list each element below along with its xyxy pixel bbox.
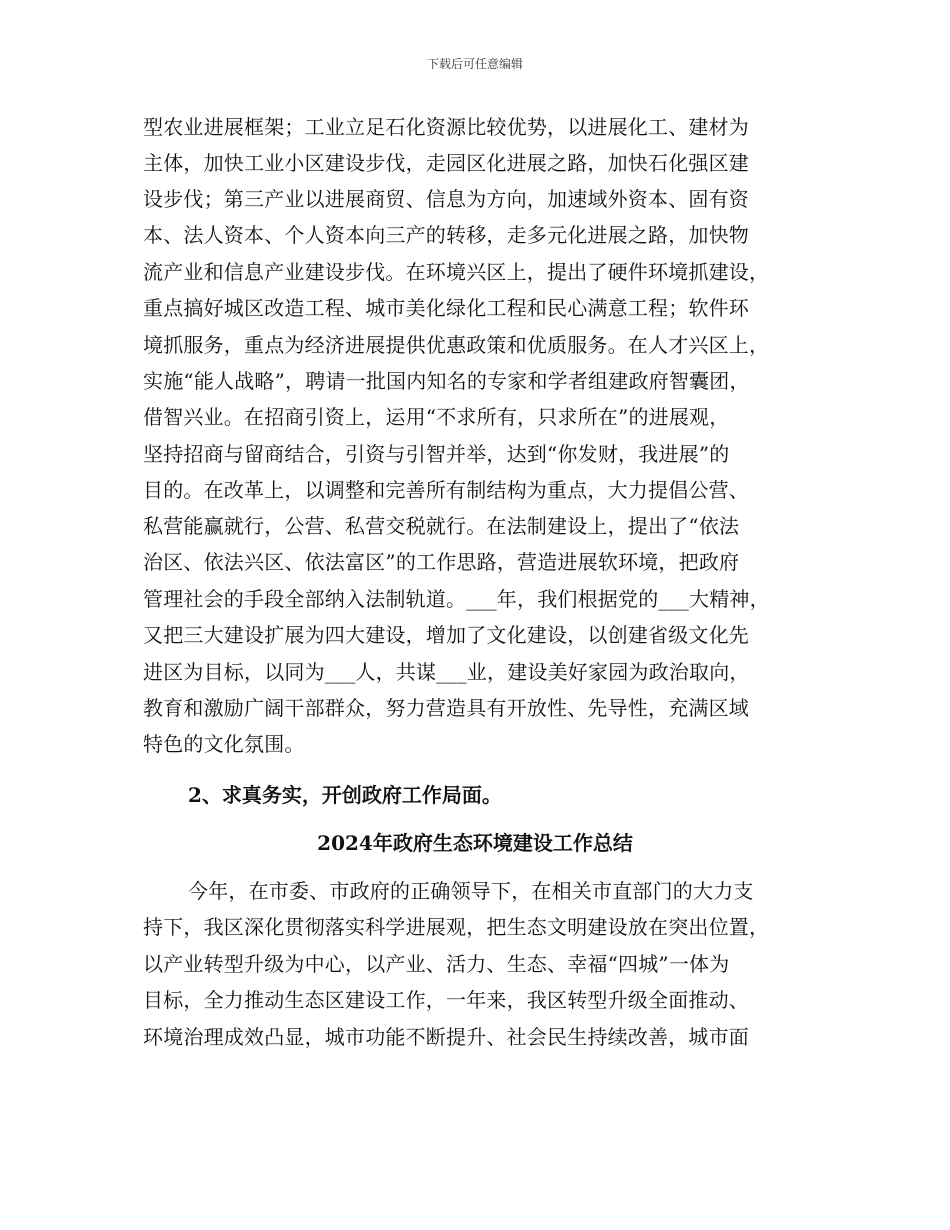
body-line: 重点搞好城区改造工程、城市美化绿化工程和民心满意工程；软件环 <box>143 296 749 320</box>
body-line: 持下，我区深化贯彻落实科学进展观，把生态文明建设放在突出位置， <box>143 915 770 939</box>
body-line: 教育和激励广阔干部群众，努力营造具有开放性、先导性，充满区域 <box>143 696 749 720</box>
body-line: 私营能赢就行，公营、私营交税就行。在法制建设上，提出了“依法 <box>143 514 740 538</box>
body-line: 又把三大建设扩展为四大建设，增加了文化建设，以创建省级文化先 <box>143 623 749 647</box>
body-line: 进区为目标，以同为___人，共谋___业，建设美好家园为政治取向， <box>143 660 750 684</box>
body-line: 以产业转型升级为中心，以产业、活力、生态、幸福“四城”一体为 <box>143 952 730 976</box>
body-line: 目标，全力推动生态区建设工作，一年来，我区转型升级全面推动、 <box>143 988 749 1012</box>
body-line: 目的。在改革上，以调整和完善所有制结构为重点，大力提倡公营、 <box>143 478 749 502</box>
body-line: 主体，加快工业小区建设步伐，走园区化进展之路，加快石化强区建 <box>143 151 749 175</box>
body-line: 借智兴业。在招商引资上，运用“不求所有，只求所在”的进展观， <box>143 405 730 429</box>
body-line: 境抓服务，重点为经济进展提供优惠政策和优质服务。在人才兴区上， <box>143 333 770 357</box>
section-heading: 2、求真务实，开创政府工作局面。 <box>188 783 502 807</box>
document-title: 2024年政府生态环境建设工作总结 <box>317 831 633 855</box>
body-line: 型农业进展框架；工业立足石化资源比较优势，以进展化工、建材为 <box>143 115 749 139</box>
body-line: 实施“能人战略”，聘请一批国内知名的专家和学者组建政府智囊团， <box>143 369 750 393</box>
body-line: 特色的文化氛围。 <box>143 732 305 756</box>
body-line: 治区、依法兴区、依法富区”的工作思路，营造进展软环境，把政府 <box>143 550 740 574</box>
header-note: 下载后可任意编辑 <box>426 57 523 71</box>
body-line: 流产业和信息产业建设步伐。在环境兴区上，提出了硬件环境抓建设， <box>143 260 770 284</box>
body-line: 环境治理成效凸显，城市功能不断提升、社会民生持续改善，城市面 <box>143 1025 749 1049</box>
body-line: 本、法人资本、个人资本向三产的转移，走多元化进展之路，加快物 <box>143 223 749 247</box>
body-line: 坚持招商与留商结合，引资与引智并举，达到“你发财，我进展”的 <box>143 442 730 466</box>
body-line: 今年，在市委、市政府的正确领导下，在相关市直部门的大力支 <box>188 879 754 903</box>
body-line: 设步伐；第三产业以进展商贸、信息为方向，加速域外资本、固有资 <box>143 187 749 211</box>
body-line: 管理社会的手段全部纳入法制轨道。___年，我们根据党的___大精神， <box>143 587 770 611</box>
